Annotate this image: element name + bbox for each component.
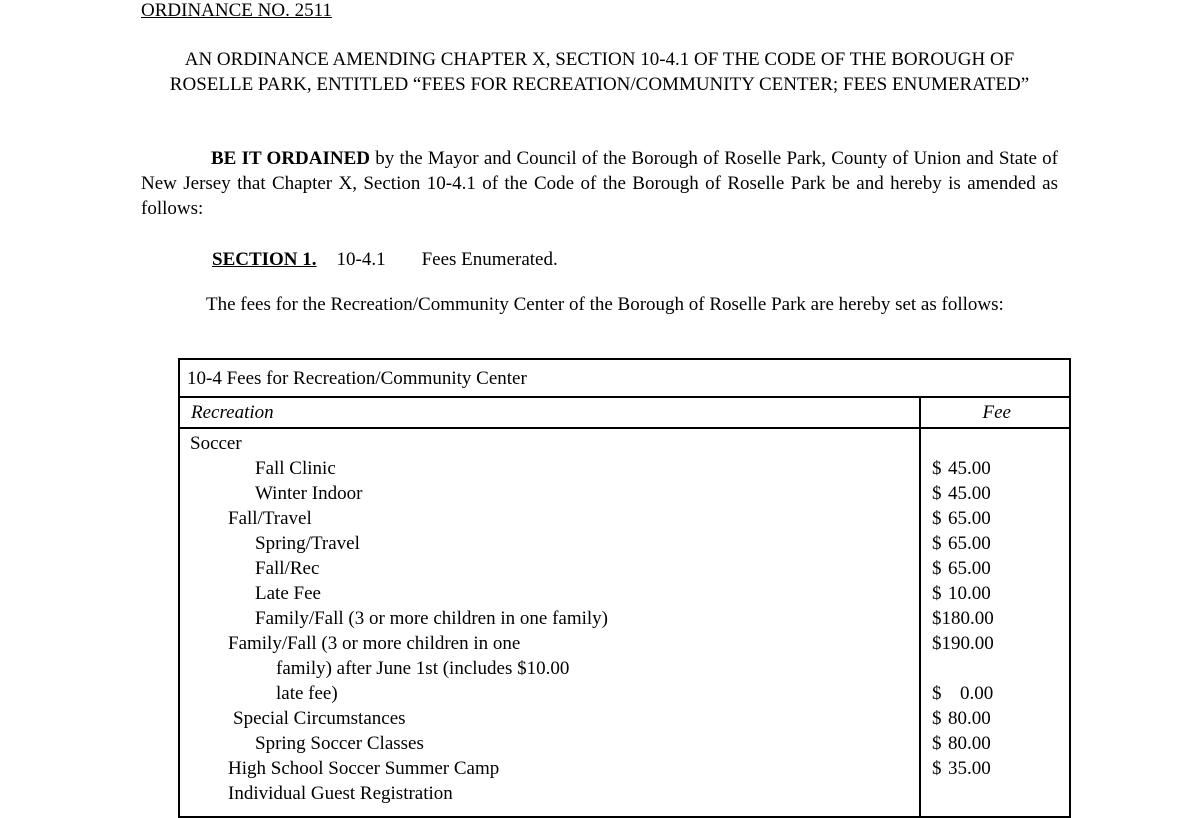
row-label: Late Fee	[255, 583, 321, 604]
fee-dollar-sign: $	[932, 558, 942, 579]
fee-dollar-sign: $	[932, 458, 942, 479]
table-row	[180, 606, 1069, 631]
row-fee	[932, 531, 991, 556]
table-row	[180, 506, 1069, 531]
fee-dollar-sign: $	[932, 758, 942, 779]
fee-amount: 65.00	[948, 508, 991, 529]
table-row	[180, 656, 1069, 681]
fee-dollar-sign: $	[932, 733, 942, 754]
fee-dollar-sign: $	[932, 683, 942, 704]
section-number: 10-4.1	[336, 249, 386, 270]
row-fee	[932, 731, 991, 756]
ordained-bold-lead: BE IT ORDAINED	[211, 148, 370, 169]
fee-amount: 10.00	[948, 583, 991, 604]
header-fee: Fee	[982, 402, 1011, 423]
section-label: SECTION 1.	[212, 249, 317, 270]
row-label: Fall/Rec	[255, 558, 320, 579]
fee-amount: 80.00	[948, 708, 991, 729]
fees-paragraph-text: The fees for the Recreation/Community Center of the Borough of Roselle Park are hereby set as follows:	[206, 294, 1004, 315]
table-row	[180, 481, 1069, 506]
table-row	[180, 756, 1069, 781]
table-header	[180, 398, 1069, 429]
fees-paragraph	[141, 292, 1058, 318]
section-heading	[212, 249, 558, 271]
table-row	[180, 531, 1069, 556]
row-label: Winter Indoor	[255, 483, 363, 504]
fee-amount: 45.00	[948, 483, 991, 504]
fee-dollar-sign: $	[932, 483, 942, 504]
row-fee	[932, 631, 994, 656]
row-fee	[932, 581, 991, 606]
fee-amount: $190.00	[932, 633, 994, 654]
ordinance-number: ORDINANCE NO. 2511	[141, 0, 332, 21]
fee-amount: 80.00	[948, 733, 991, 754]
table-row	[180, 581, 1069, 606]
row-label: Family/Fall (3 or more children in one family)	[255, 608, 609, 629]
fee-amount: $180.00	[932, 608, 994, 629]
fee-dollar-sign: $	[932, 533, 942, 554]
header-recreation: Recreation	[191, 402, 274, 423]
table-row	[180, 431, 1069, 456]
ordained-paragraph	[141, 146, 1058, 221]
fee-dollar-sign: $	[932, 708, 942, 729]
ordinance-title: AN ORDINANCE AMENDING CHAPTER X, SECTION 10-4.1 OF THE CODE OF THE BOROUGH OF ROSELLE PARK, ENTITLED “FEES FOR RECREATION/COMMUNITY CENTER; FEES ENUMERATED”	[169, 49, 1030, 95]
fee-amount: 0.00	[960, 683, 994, 704]
table-row	[180, 456, 1069, 481]
fee-dollar-sign: $	[932, 508, 942, 529]
row-fee	[932, 481, 991, 506]
row-label: High School Soccer Summer Camp	[228, 758, 500, 779]
row-fee	[932, 556, 991, 581]
fee-amount: 65.00	[948, 558, 991, 579]
row-label: Fall Clinic	[255, 458, 336, 479]
table-row	[180, 706, 1069, 731]
row-fee	[932, 606, 994, 631]
fee-amount: 35.00	[948, 758, 991, 779]
table-row	[180, 731, 1069, 756]
row-label: Spring Soccer Classes	[255, 733, 424, 754]
row-fee	[932, 506, 991, 531]
row-label: Family/Fall (3 or more children in one	[228, 633, 521, 654]
row-label: Special Circumstances	[233, 708, 406, 729]
row-label: family) after June 1st (includes $10.00	[276, 658, 570, 679]
table-row	[180, 681, 1069, 706]
row-fee	[932, 706, 991, 731]
fee-amount: 65.00	[948, 533, 991, 554]
row-label: Spring/Travel	[255, 533, 360, 554]
fee-dollar-sign: $	[932, 583, 942, 604]
row-label: Fall/Travel	[228, 508, 312, 529]
table-row	[180, 556, 1069, 581]
row-label: Individual Guest Registration	[228, 783, 453, 804]
row-fee	[932, 456, 991, 481]
table-row	[180, 631, 1069, 656]
row-label: Soccer	[190, 433, 242, 454]
row-fee	[932, 681, 993, 706]
section-title: Fees Enumerated.	[421, 249, 558, 270]
table-caption: 10-4 Fees for Recreation/Community Center	[180, 360, 1069, 398]
fee-amount: 45.00	[948, 458, 991, 479]
row-fee	[932, 756, 991, 781]
table-row	[180, 781, 1069, 806]
fee-table	[178, 358, 1071, 818]
row-label: late fee)	[276, 683, 338, 704]
ordained-text: by the Mayor and Council of the Borough of Roselle Park, County of Union and State of New Jersey that Chapter X, Section 10-4.1 of the Code of the Borough of Roselle Park be and hereby is amended as follows:	[141, 148, 1058, 219]
